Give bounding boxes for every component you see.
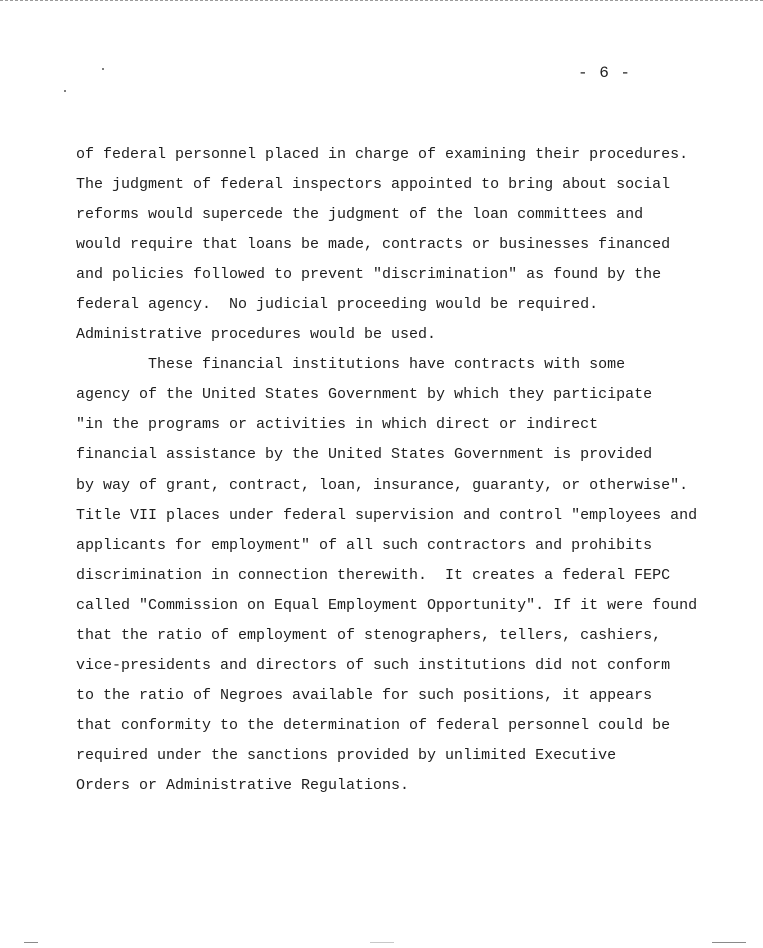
scan-mark [370,942,394,943]
scan-speck [64,90,66,92]
text-line: Administrative procedures would be used. [76,326,437,344]
text-line: applicants for employment" of all such contractors and prohibits [76,536,653,554]
text-line: Title VII places under federal supervision and control "employees and [76,506,698,524]
text-line: called "Commission on Equal Employment Opportunity". If it were found [76,596,698,614]
text-line: that conformity to the determination of federal personnel could be [76,716,671,734]
text-line: to the ratio of Negroes available for such positions, it appears [76,686,653,704]
text-line: discrimination in connection therewith. It creates a federal FEPC [76,566,671,584]
text-line: Orders or Administrative Regulations. [76,776,410,794]
text-line: required under the sanctions provided by unlimited Executive [76,746,617,764]
paragraph-start-line: These financial institutions have contracts with some [76,356,626,374]
text-line: vice-presidents and directors of such institutions did not conform [76,656,671,674]
text-line: and policies followed to prevent "discrimination" as found by the [76,266,662,284]
text-line: federal agency. No judicial proceeding would be required. [76,296,599,314]
scan-mark [24,942,38,943]
scan-mark [712,942,746,943]
page-top-border [0,0,763,1]
text-line: The judgment of federal inspectors appointed to bring about social [76,176,671,194]
text-line: agency of the United States Government by which they participate [76,386,653,404]
scan-speck [102,68,104,70]
text-line: "in the programs or activities in which direct or indirect [76,416,599,434]
text-line: by way of grant, contract, loan, insurance, guaranty, or otherwise". [76,476,689,494]
text-line: would require that loans be made, contracts or businesses financed [76,236,671,254]
page-number: - 6 - [578,64,632,82]
text-line: that the ratio of employment of stenographers, tellers, cashiers, [76,626,662,644]
text-line: of federal personnel placed in charge of examining their procedures. [76,146,689,163]
text-line: reforms would supercede the judgment of the loan committees and [76,206,644,224]
document-body [76,140,736,801]
text-line: financial assistance by the United States Government is provided [76,446,653,464]
